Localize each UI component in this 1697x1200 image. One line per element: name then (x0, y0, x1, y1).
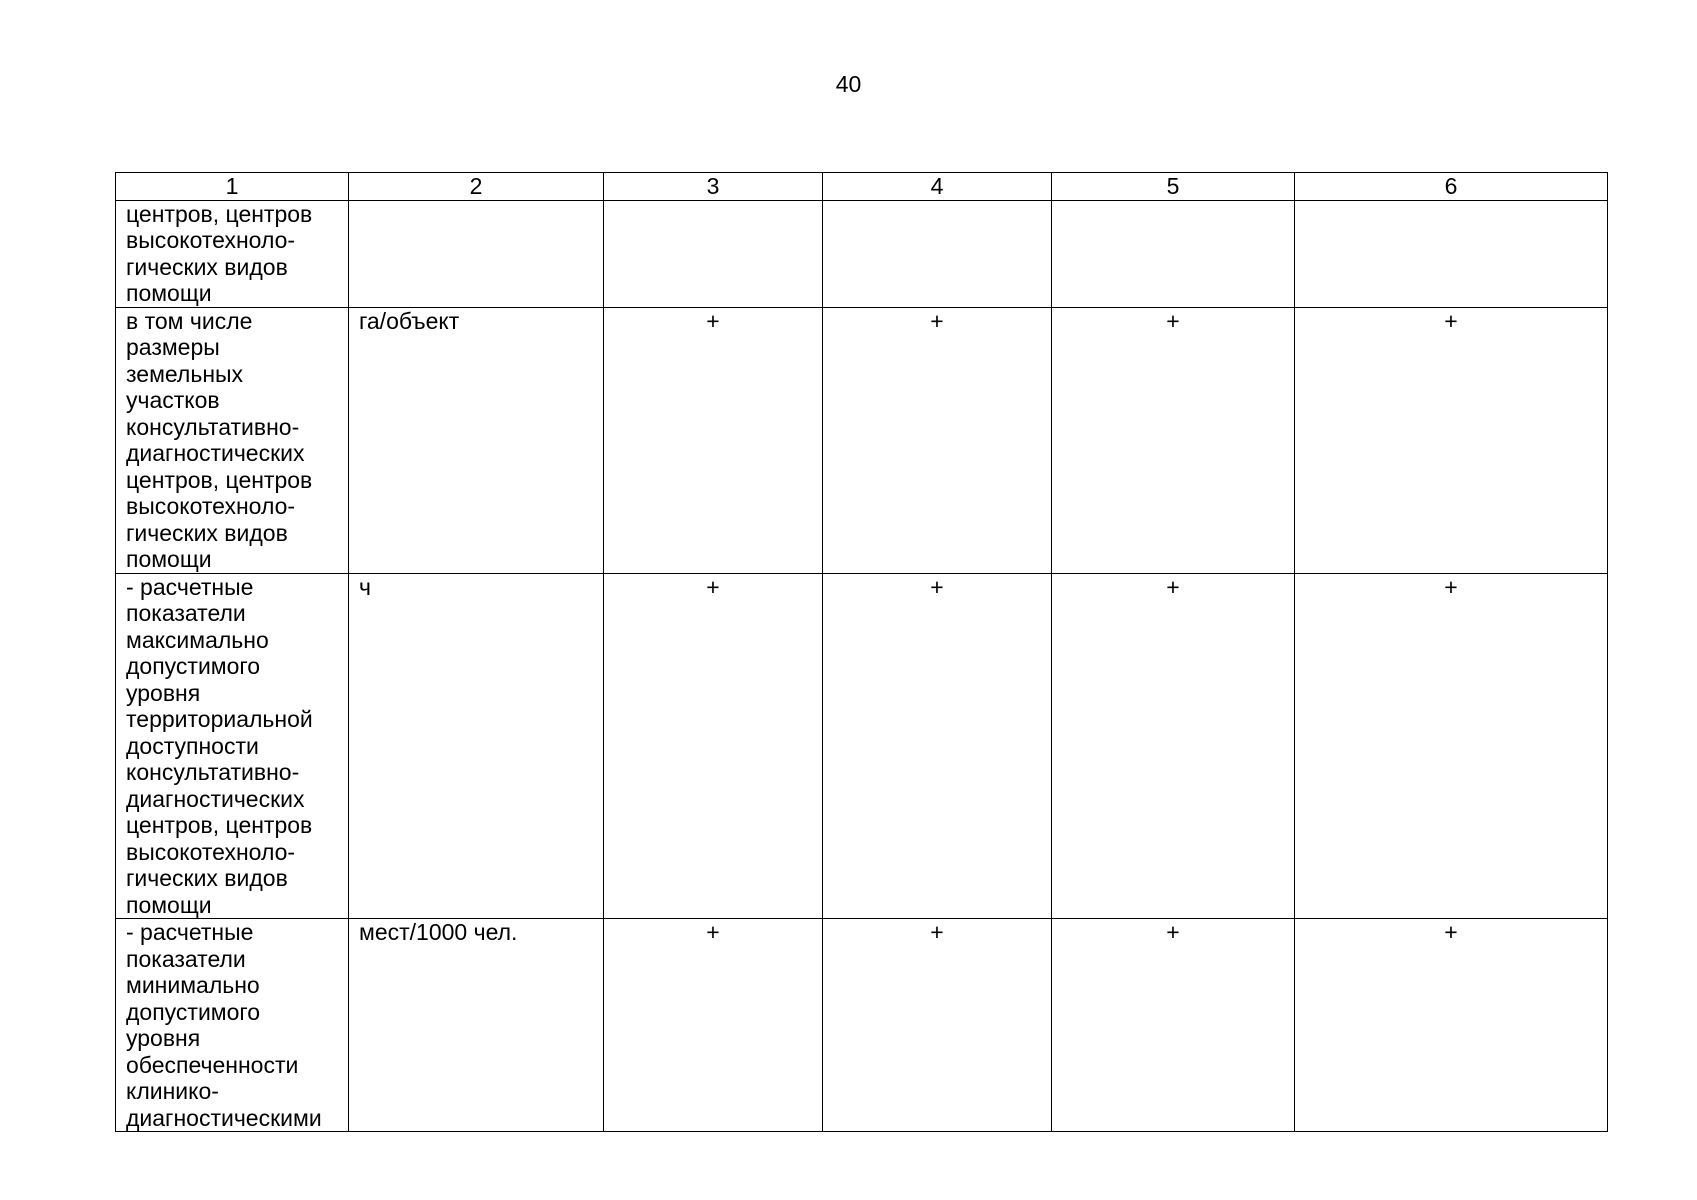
column-header-4: 4 (823, 173, 1052, 201)
table-row (116, 200, 1608, 307)
value-cell (1295, 200, 1608, 307)
value-cell: + (604, 307, 823, 573)
value-cell (1052, 200, 1295, 307)
table-header-row (116, 173, 1608, 201)
page-number: 40 (835, 71, 862, 97)
value-cell: + (604, 919, 823, 1132)
column-header-6: 6 (1295, 173, 1608, 201)
column-header-2: 2 (349, 173, 604, 201)
value-cell: + (823, 919, 1052, 1132)
value-cell: + (1052, 307, 1295, 573)
unit-cell: ч (349, 573, 604, 919)
indicators-table (115, 172, 1608, 1132)
table-row (116, 307, 1608, 573)
value-cell: + (1295, 573, 1608, 919)
value-cell: + (1295, 307, 1608, 573)
value-cell: + (1052, 919, 1295, 1132)
column-header-1: 1 (116, 173, 349, 201)
table-row (116, 919, 1608, 1132)
value-cell: + (823, 573, 1052, 919)
indicator-cell: - расчетные показатели минимально допустимого уровня обеспеченности клинико- диагностическими (116, 919, 349, 1132)
table-row (116, 573, 1608, 919)
column-header-3: 3 (604, 173, 823, 201)
value-cell: + (823, 307, 1052, 573)
value-cell (604, 200, 823, 307)
indicator-cell: - расчетные показатели максимально допустимого уровня территориальной доступности консультативно- диагностических центров, центров высокотехноло- гических видов помощи (116, 573, 349, 919)
unit-cell: мест/1000 чел. (349, 919, 604, 1132)
column-header-5: 5 (1052, 173, 1295, 201)
value-cell: + (1052, 573, 1295, 919)
unit-cell (349, 200, 604, 307)
value-cell: + (1295, 919, 1608, 1132)
indicator-cell: в том числе размеры земельных участков консультативно- диагностических центров, центров высокотехноло- гических видов помощи (116, 307, 349, 573)
value-cell (823, 200, 1052, 307)
unit-cell: га/объект (349, 307, 604, 573)
indicator-cell: центров, центров высокотехноло- гических видов помощи (116, 200, 349, 307)
value-cell: + (604, 573, 823, 919)
